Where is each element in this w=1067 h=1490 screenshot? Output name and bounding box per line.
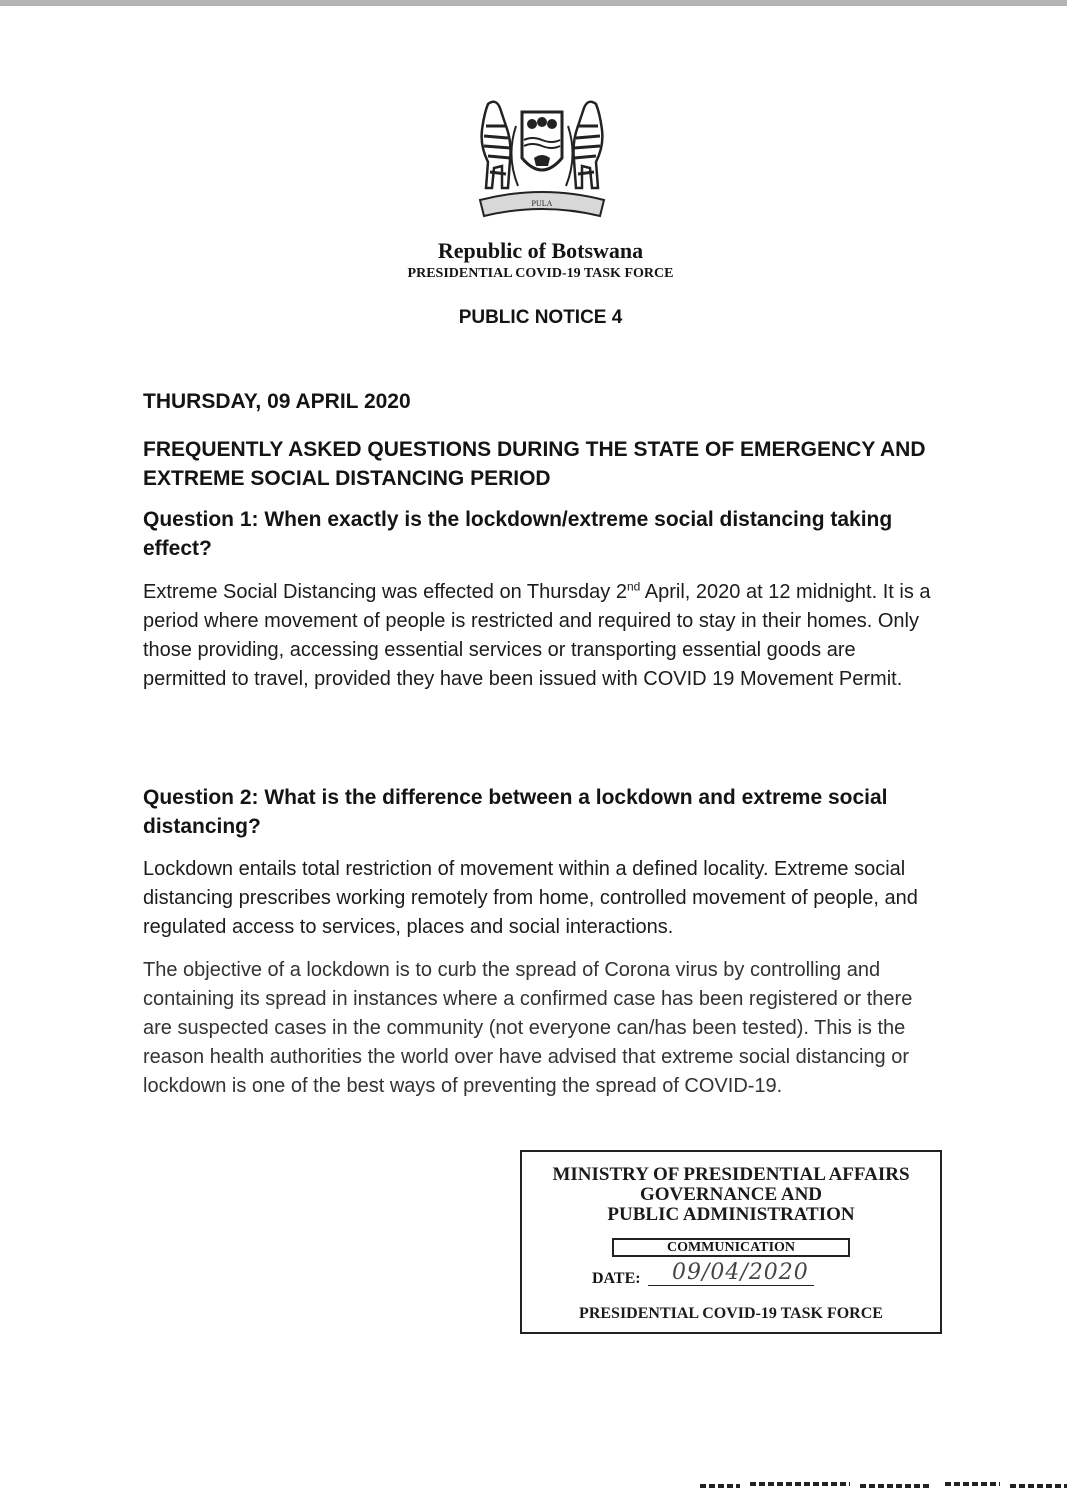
scan-top-edge — [0, 0, 1067, 6]
stamp-handwritten-date: 09/04/2020 — [648, 1260, 814, 1286]
question-1-heading: Question 1: When exactly is the lockdown/extreme social distancing taking effect? — [143, 508, 893, 560]
stamp-line-3: PUBLIC ADMINISTRATION — [607, 1204, 855, 1225]
stamp-unit-box: COMMUNICATION — [612, 1238, 850, 1257]
faq-title: FREQUENTLY ASKED QUESTIONS DURING THE STATE OF EMERGENCY AND EXTREME SOCIAL DISTANCING PERIOD — [143, 438, 926, 490]
notice-date: THURSDAY, 09 APRIL 2020 — [143, 390, 411, 413]
stamp-footer: PRESIDENTIAL COVID-19 TASK FORCE — [579, 1305, 883, 1322]
question-1-answer: Extreme Social Distancing was effected on Thursday 2nd April, 2020 at 12 midnight. It is a period where movement of people is restricted and required to stay in their homes. Only those providing, accessing essential services or transporting essential goods are permitted to travel, provided they have been issued with COVID 19 Movement Permit. — [143, 579, 931, 690]
public-notice-title: PUBLIC NOTICE 4 — [458, 307, 623, 328]
stamp-line-2: GOVERNANCE AND — [639, 1184, 823, 1205]
scan-artifact — [700, 1474, 1067, 1490]
republic-heading: Republic of Botswana — [437, 238, 644, 263]
question-2-heading: Question 2: What is the difference between a lockdown and extreme social distancing? — [143, 786, 888, 838]
crest-motto: PULA — [531, 199, 553, 208]
coat-of-arms-icon — [466, 96, 618, 224]
stamp-line-1: MINISTRY OF PRESIDENTIAL AFFAIRS — [552, 1164, 910, 1185]
stamp-date-label: DATE: — [592, 1270, 641, 1287]
question-2-answer-paragraph-2: The objective of a lockdown is to curb the spread of Corona virus by controlling and containing its spread in instances where a confirmed case has been registered or there are suspected cases in the community (not everyone can/has been tested). This is the reason health authorities the world over have advised that extreme social distancing or lockdown is one of the best ways of preventing the spread of COVID-19. — [143, 959, 913, 1097]
question-2-answer-paragraph-1: Lockdown entails total restriction of movement within a defined locality. Extreme social distancing prescribes working remotely from home, controlled movement of people, and regulated access to services, places and social interactions. — [143, 858, 918, 938]
ministry-stamp — [520, 1150, 942, 1334]
task-force-subheading: PRESIDENTIAL COVID-19 TASK FORCE — [407, 266, 674, 281]
